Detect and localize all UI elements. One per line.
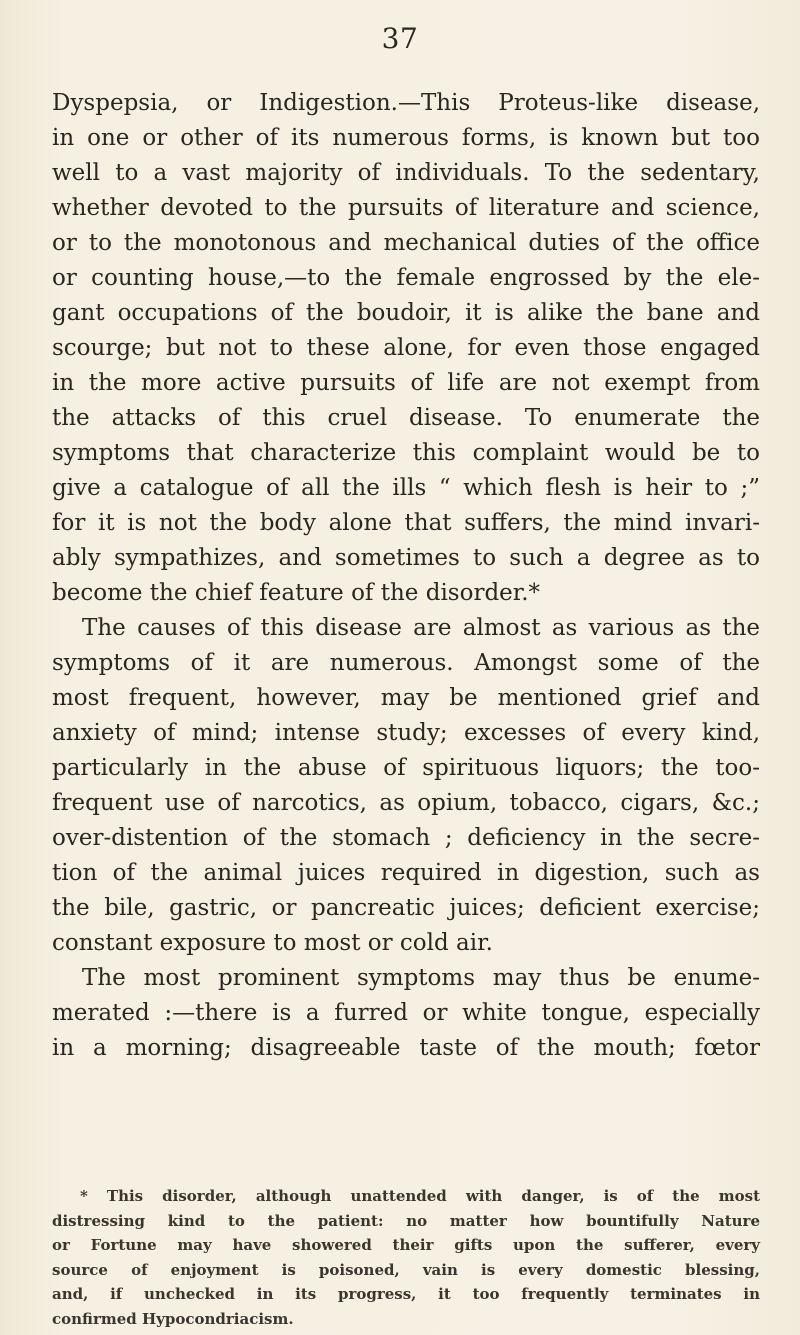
text-line: in one or other of its numerous forms, is known but too [52, 125, 760, 151]
text-line: whether devoted to the pursuits of literature and science, [52, 195, 760, 221]
text-line: particularly in the abuse of spirituous liquors; the too- [52, 755, 760, 781]
paragraph-dyspepsia [52, 86, 760, 611]
text-line: become the chief feature of the disorder.* [52, 580, 541, 606]
text-line: most frequent, however, may be mentioned grief and [52, 685, 760, 711]
body-text [52, 86, 760, 1066]
text-line: gant occupations of the boudoir, it is alike the bane and [52, 300, 760, 326]
footnote-line: distressing kind to the patient: no matter how bountifully Nature [52, 1211, 760, 1230]
footnote-line: confirmed Hypocondriacism. [52, 1309, 294, 1328]
footnote-line: source of enjoyment is poisoned, vain is every domestic blessing, [52, 1260, 760, 1279]
paragraph-symptoms [52, 961, 760, 1066]
text-line: The causes of this disease are almost as various as the [82, 615, 760, 641]
text-line: symptoms that characterize this complaint would be to [52, 440, 760, 466]
footnote-line: and, if unchecked in its progress, it too frequently terminates in [52, 1285, 760, 1303]
text-line: the attacks of this cruel disease. To enumerate the [52, 405, 760, 431]
paragraph-causes [52, 611, 760, 961]
footnote [52, 1184, 760, 1331]
text-line: in the more active pursuits of life are not exempt from [52, 370, 760, 396]
text-line: tion of the animal juices required in digestion, such as [52, 860, 760, 886]
text-line: The most prominent symptoms may thus be enume- [82, 965, 760, 991]
text-line: frequent use of narcotics, as opium, tobacco, cigars, &c.; [52, 790, 760, 816]
text-line: the bile, gastric, or pancreatic juices; deficient exercise; [52, 895, 760, 921]
text-line: or to the monotonous and mechanical duties of the office [52, 230, 760, 256]
page-number: 37 [381, 22, 419, 55]
text-line: give a catalogue of all the ills “ which flesh is heir to ;” [52, 475, 760, 501]
footnote-line: * This disorder, although unattended with danger, is of the most [80, 1187, 760, 1205]
text-line: anxiety of mind; intense study; excesses of every kind, [52, 720, 760, 746]
text-line: well to a vast majority of individuals. To the sedentary, [52, 160, 760, 186]
text-line: constant exposure to most or cold air. [52, 930, 493, 956]
footnote-line: or Fortune may have showered their gifts upon the sufferer, every [52, 1236, 760, 1254]
text-line: merated :—there is a furred or white tongue, especially [52, 1000, 760, 1026]
text-line: or counting house,—to the female engrossed by the ele- [52, 265, 760, 291]
text-line: scourge; but not to these alone, for even those engaged [52, 335, 760, 361]
text-line: symptoms of it are numerous. Amongst some of the [52, 650, 760, 676]
text-line: for it is not the body alone that suffers, the mind invari- [52, 510, 760, 536]
text-line: Dyspepsia, or Indigestion.—This Proteus-like disease, [52, 90, 760, 116]
text-line: over-distention of the stomach ; deficiency in the secre- [52, 825, 760, 851]
text-line: ably sympathizes, and sometimes to such a degree as to [52, 545, 760, 571]
text-line: in a morning; disagreeable taste of the mouth; fœtor [52, 1035, 760, 1061]
